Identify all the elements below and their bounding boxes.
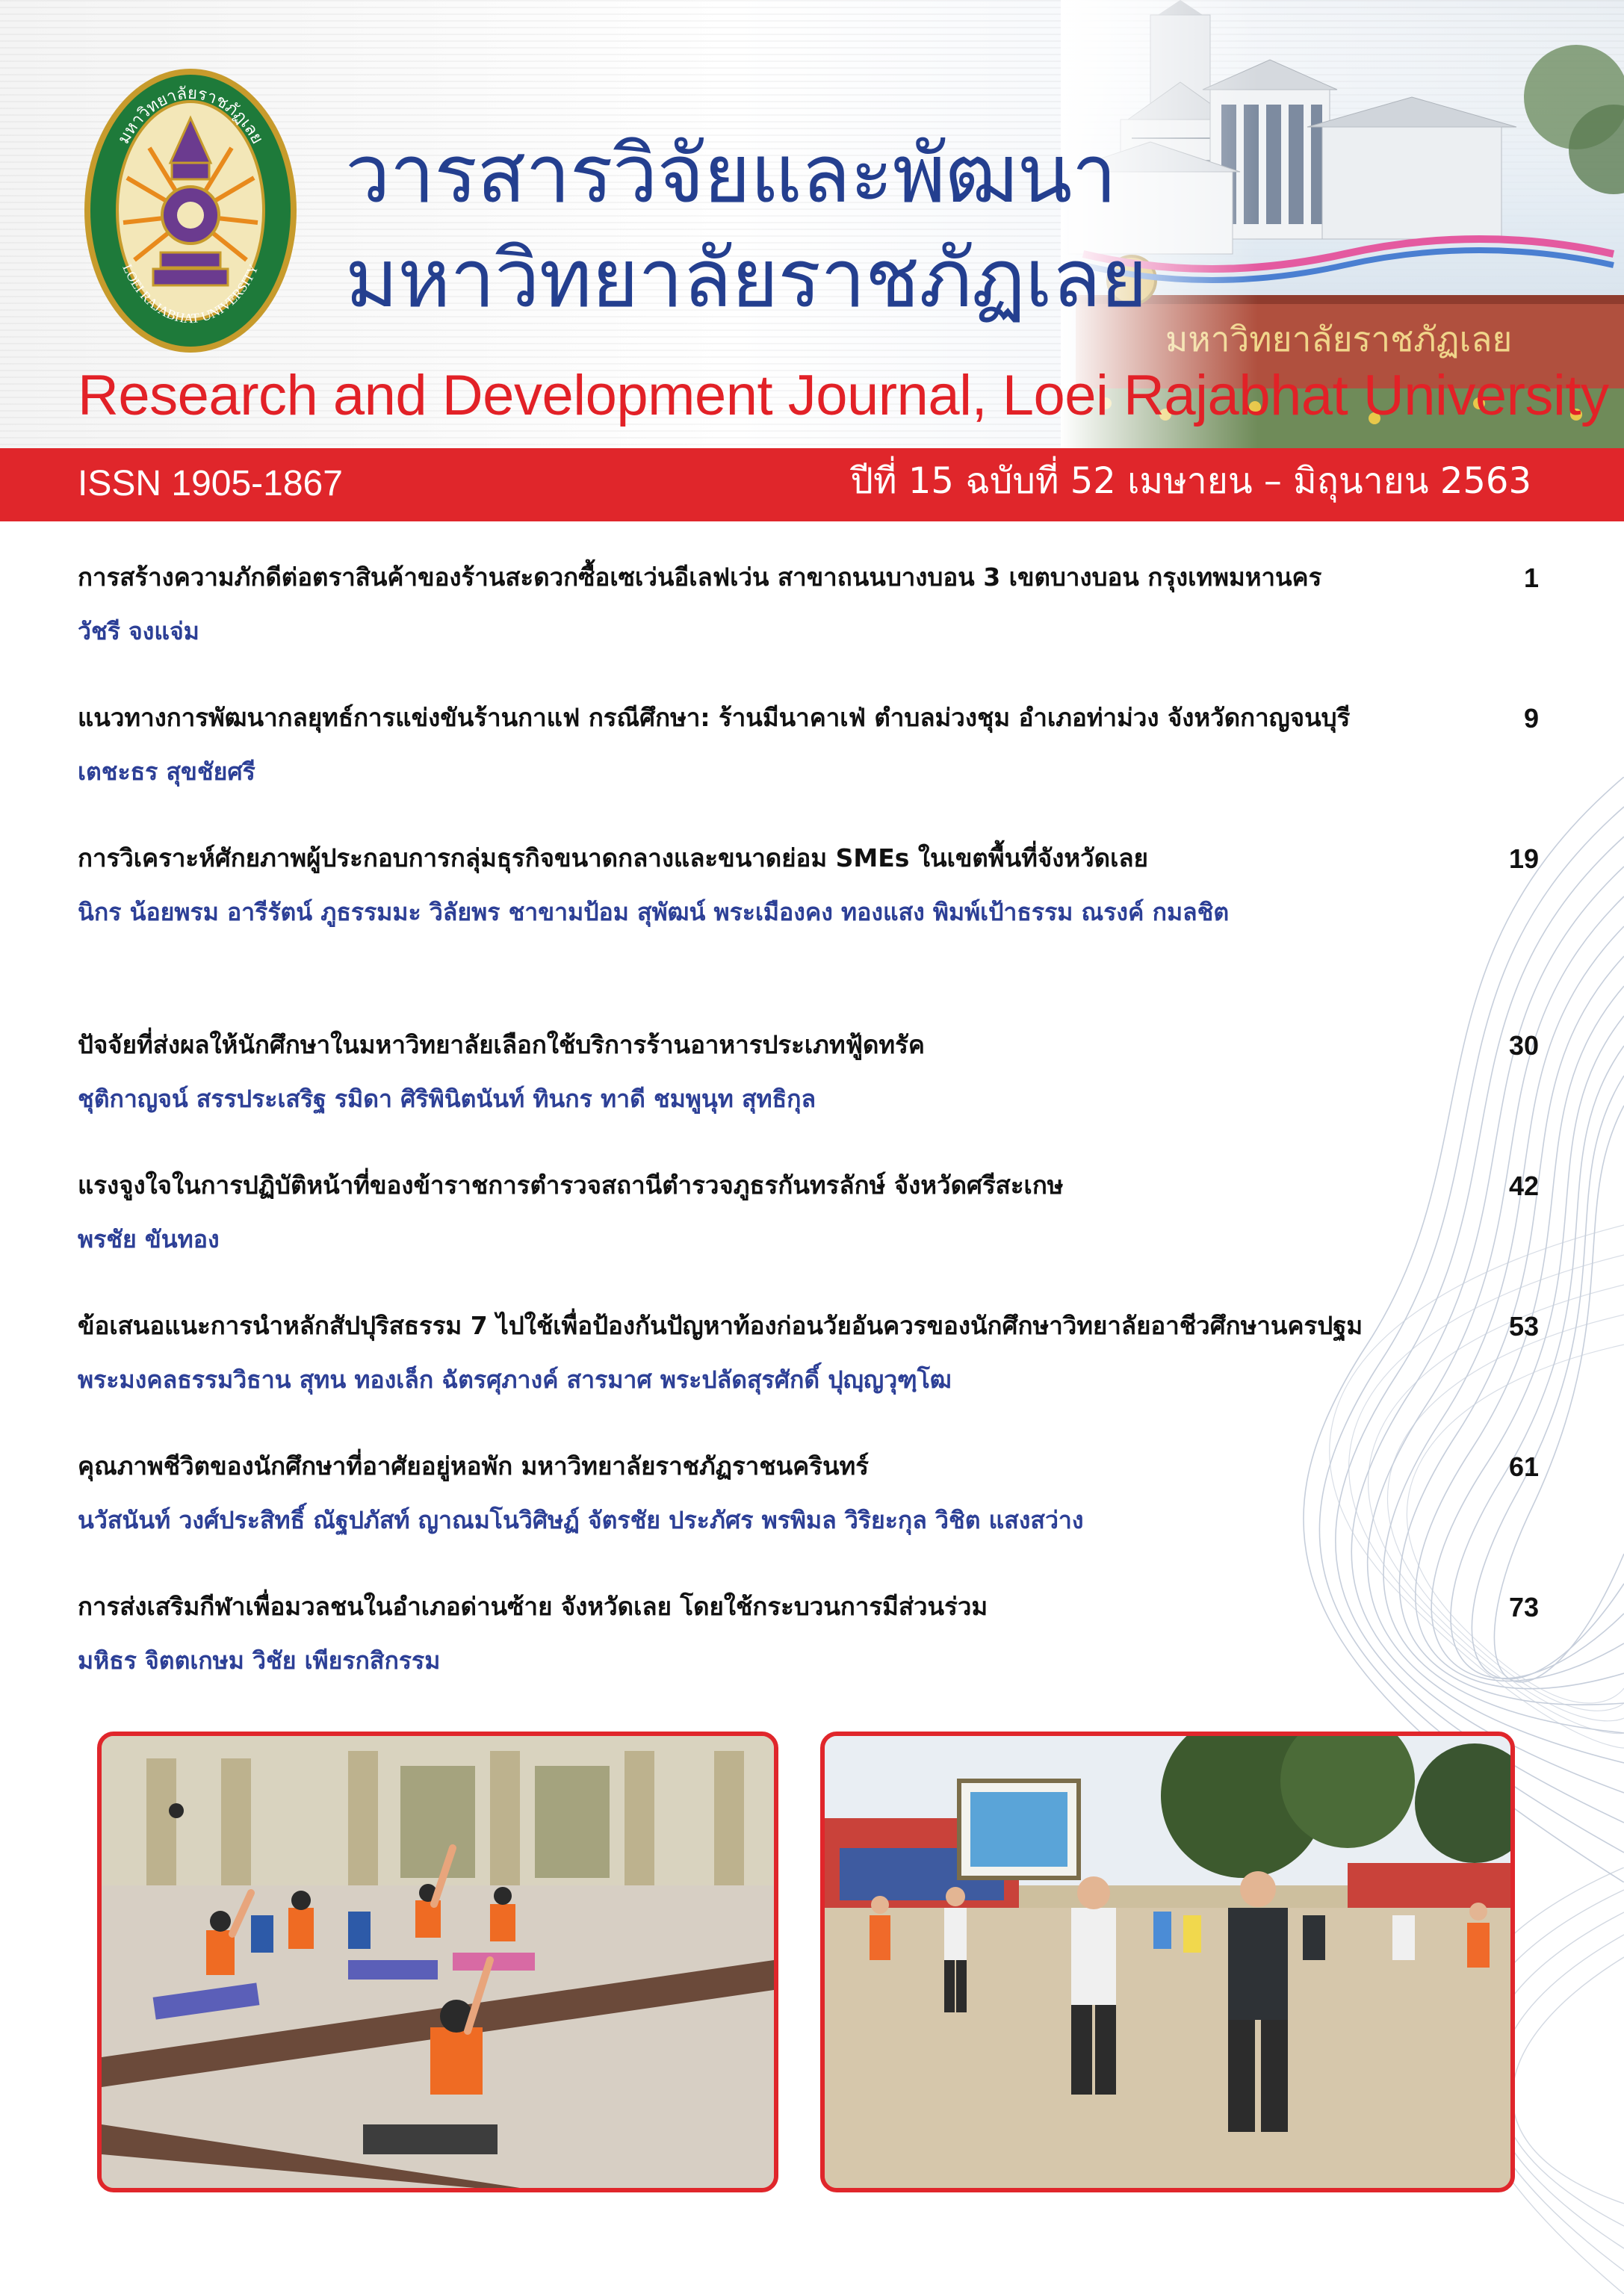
- article-page-number: 61: [1508, 1451, 1539, 1482]
- article-authors: เตชะธร สุขชัยศรี: [78, 757, 255, 786]
- issue-label: ปีที่ 15 ฉบับที่ 52 เมษายน – มิถุนายน 2563: [850, 460, 1531, 502]
- article-title[interactable]: คุณภาพชีวิตของนักศึกษาที่อาศัยอยู่หอพัก มหาวิทยาลัยราชภัฏราชนครินทร์: [78, 1451, 870, 1481]
- article-title[interactable]: แรงจูงใจในการปฏิบัติหน้าที่ของข้าราชการตำรวจสถานีตำรวจภูธรกันทรลักษ์ จังหวัดศรีสะเกษ: [78, 1171, 1064, 1200]
- article-authors: มหิธร จิตตเกษม วิชัย เพียรกสิกรรม: [78, 1646, 441, 1675]
- article-page-number: 42: [1508, 1171, 1539, 1201]
- article-title[interactable]: แนวทางการพัฒนากลยุทธ์การแข่งขันร้านกาแฟ กรณีศึกษา: ร้านมีนาคาเฟ่ ตำบลม่วงชุม อำเภอท่าม่วง จังหวัดกาญจนบุรี: [78, 703, 1351, 732]
- journal-title-thai-line2: มหาวิทยาลัยราชภัฏเลย: [345, 232, 1147, 326]
- article-title[interactable]: ข้อเสนอแนะการนำหลักสัปปุริสธรรม 7 ไปใช้เพื่อป้องกันปัญหาท้องก่อนวัยอันควรของนักศึกษาวิทยาลัยอาชีวศึกษานครปฐม: [78, 1311, 1363, 1340]
- article-authors: นวัสนันท์ วงศ์ประสิทธิ์ ณัฐปภัสท์ ญาณมโนวิศิษฏ์ จัตรชัย ประภัศร พรพิมล วิริยะกุล วิชิต แสงสว่าง: [78, 1506, 1084, 1534]
- issn-label: ISSN 1905-1867: [78, 464, 343, 503]
- cover-header: [0, 0, 1624, 448]
- yoga-class-photo: [97, 1732, 778, 2192]
- article-title[interactable]: การส่งเสริมกีฬาเพื่อมวลชนในอำเภอด่านซ้าย จังหวัดเลย โดยใช้กระบวนการมีส่วนร่วม: [78, 1592, 988, 1621]
- article-authors: นิกร น้อยพรม อารีรัตน์ ภูธรรมมะ วิลัยพร ชาขามป้อม สุพัฒน์ พระเมืองคง ทองแสง พิมพ์เป้าธรรม ณรงค์ กมลชิต: [78, 898, 1230, 926]
- article-title[interactable]: การสร้างความภักดีต่อตราสินค้าของร้านสะดวกซื้อเซเว่นอีเลฟเว่น สาขาถนนบางบอน 3 เขตบางบอน กรุงเทพมหานคร: [78, 562, 1322, 592]
- logo-text-bottom: LOEI RAJABHAT UNIVERSITY: [120, 261, 261, 326]
- article-authors: วัชรี จงแจ่ม: [78, 617, 199, 645]
- article-page-number: 9: [1523, 703, 1539, 734]
- logo-text-top: มหาวิทยาลัยราชภัฏเลย: [114, 84, 267, 148]
- article-title[interactable]: ปัจจัยที่ส่งผลให้นักศึกษาในมหาวิทยาลัยเลือกใช้บริการร้านอาหารประเภทฟู้ดทรัค: [78, 1030, 925, 1059]
- journal-title-thai-line1: วารสารวิจัยและพัฒนา: [345, 128, 1117, 221]
- article-title[interactable]: การวิเคราะห์ศักยภาพผู้ประกอบการกลุ่มธุรกิจขนาดกลางและขนาดย่อม SMEs ในเขตพื้นที่จังหวัดเลย: [78, 843, 1148, 872]
- article-authors: ชุติกาญจน์ สรรประเสริฐ รมิดา ศิริพินิตนันท์ ทินกร ทาดี ชมพูนุท สุทธิกุล: [78, 1085, 816, 1113]
- article-page-number: 53: [1508, 1311, 1539, 1342]
- university-seal-logo: [82, 66, 299, 356]
- article-page-number: 19: [1508, 843, 1539, 874]
- article-page-number: 73: [1508, 1592, 1539, 1622]
- article-authors: พรชัย ขันทอง: [78, 1225, 220, 1253]
- outdoor-aerobics-photo: [820, 1732, 1515, 2192]
- article-authors: พระมงคลธรรมวิธาน สุทน ทองเล็ก ฉัตรศุภางค์ สารมาศ พระปลัดสุรศักดิ์ ปุญฺญวุฑฺโฒ: [78, 1365, 952, 1394]
- article-page-number: 1: [1523, 562, 1539, 593]
- journal-title-english: Research and Development Journal, Loei Rajabhat University: [78, 364, 1609, 427]
- article-page-number: 30: [1508, 1030, 1539, 1061]
